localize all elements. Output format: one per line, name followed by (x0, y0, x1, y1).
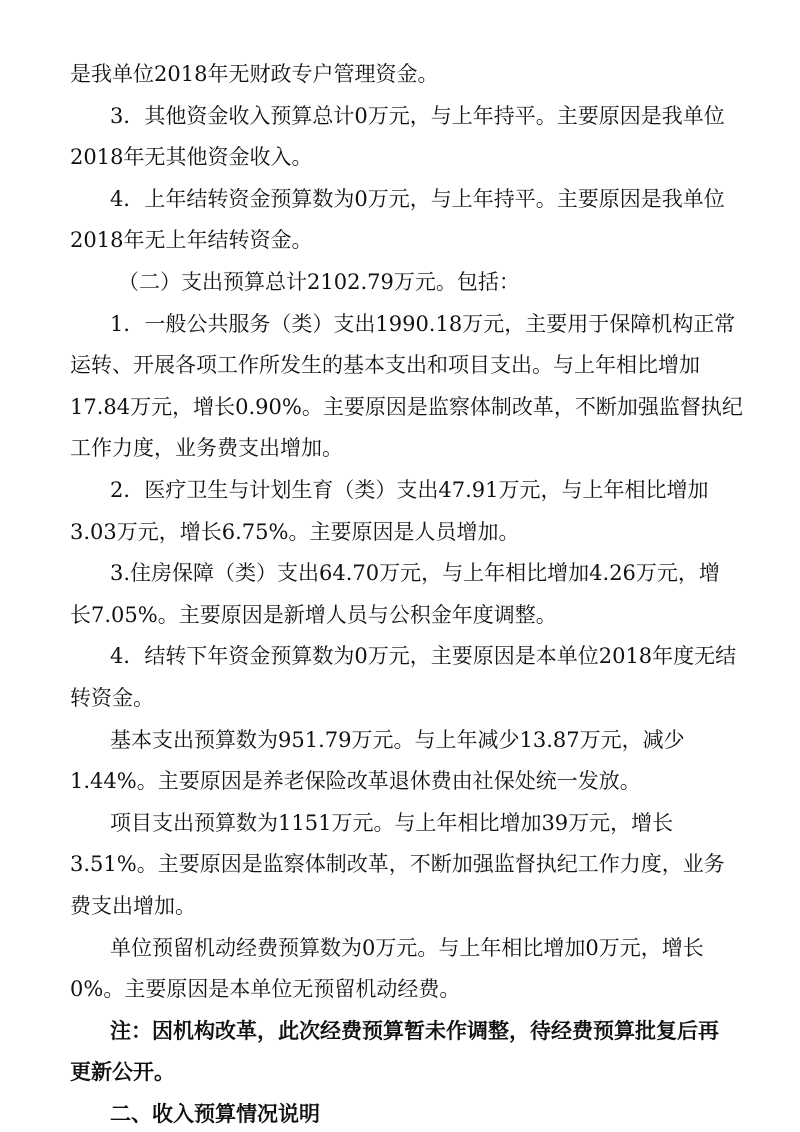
paragraph-line: 3.03万元，增长6.75%。主要原因是人员增加。 (70, 520, 520, 544)
paragraph-line: 3.51%。主要原因是监察体制改革，不断加强监督执纪工作力度，业务 (70, 852, 725, 876)
paragraph-line: 长7.05%。主要原因是新增人员与公积金年度调整。 (70, 603, 557, 627)
paragraph-line: 基本支出预算数为951.79万元。与上年减少13.87万元，减少 (110, 728, 685, 752)
paragraph-line: 1.44%。主要原因是养老保险改革退休费由社保处统一发放。 (70, 769, 641, 793)
paragraph-line: 4．上年结转资金预算数为0万元，与上年持平。主要原因是我单位 (110, 187, 725, 211)
paragraph-line: 单位预留机动经费预算数为0万元。与上年相比增加0万元，增长 (110, 936, 704, 960)
paragraph-line: 17.84万元，增长0.90%。主要原因是监察体制改革，不断加强监督执纪 (70, 395, 743, 419)
paragraph-line: 1．一般公共服务（类）支出1990.18万元，主要用于保障机构正常 (110, 312, 736, 336)
paragraph-line: 0%。主要原因是本单位无预留机动经费。 (70, 977, 461, 1001)
section-heading: （二）支出预算总计2102.79万元。包括： (118, 270, 520, 294)
paragraph-line: 4．结转下年资金预算数为0万元，主要原因是本单位2018年度无结 (110, 644, 737, 668)
paragraph-line: 项目支出预算数为1151万元。与上年相比增加39万元，增长 (110, 811, 674, 835)
paragraph-line: 2018年无上年结转资金。 (70, 228, 313, 252)
section-heading: 二、收入预算情况说明 (110, 1101, 320, 1126)
paragraph-line: 费支出增加。 (70, 894, 196, 918)
paragraph-line: 是我单位2018年无财政专户管理资金。 (70, 62, 439, 86)
paragraph-line: 3．其他资金收入预算总计0万元，与上年持平。主要原因是我单位 (110, 104, 725, 128)
paragraph-line: 3.住房保障（类）支出64.70万元，与上年相比增加4.26万元，增 (110, 561, 720, 585)
paragraph-line: 工作力度，业务费支出增加。 (70, 436, 343, 460)
paragraph-line: 2．医疗卫生与计划生育（类）支出47.91万元，与上年相比增加 (110, 478, 709, 502)
note-line: 更新公开。 (70, 1059, 175, 1084)
paragraph-line: 运转、开展各项工作所发生的基本支出和项目支出。与上年相比增加 (70, 353, 700, 377)
paragraph-line: 转资金。 (70, 686, 154, 710)
paragraph-line: 2018年无其他资金收入。 (70, 145, 313, 169)
note-line: 注：因机构改革，此次经费预算暂未作调整，待经费预算批复后再 (110, 1018, 719, 1043)
